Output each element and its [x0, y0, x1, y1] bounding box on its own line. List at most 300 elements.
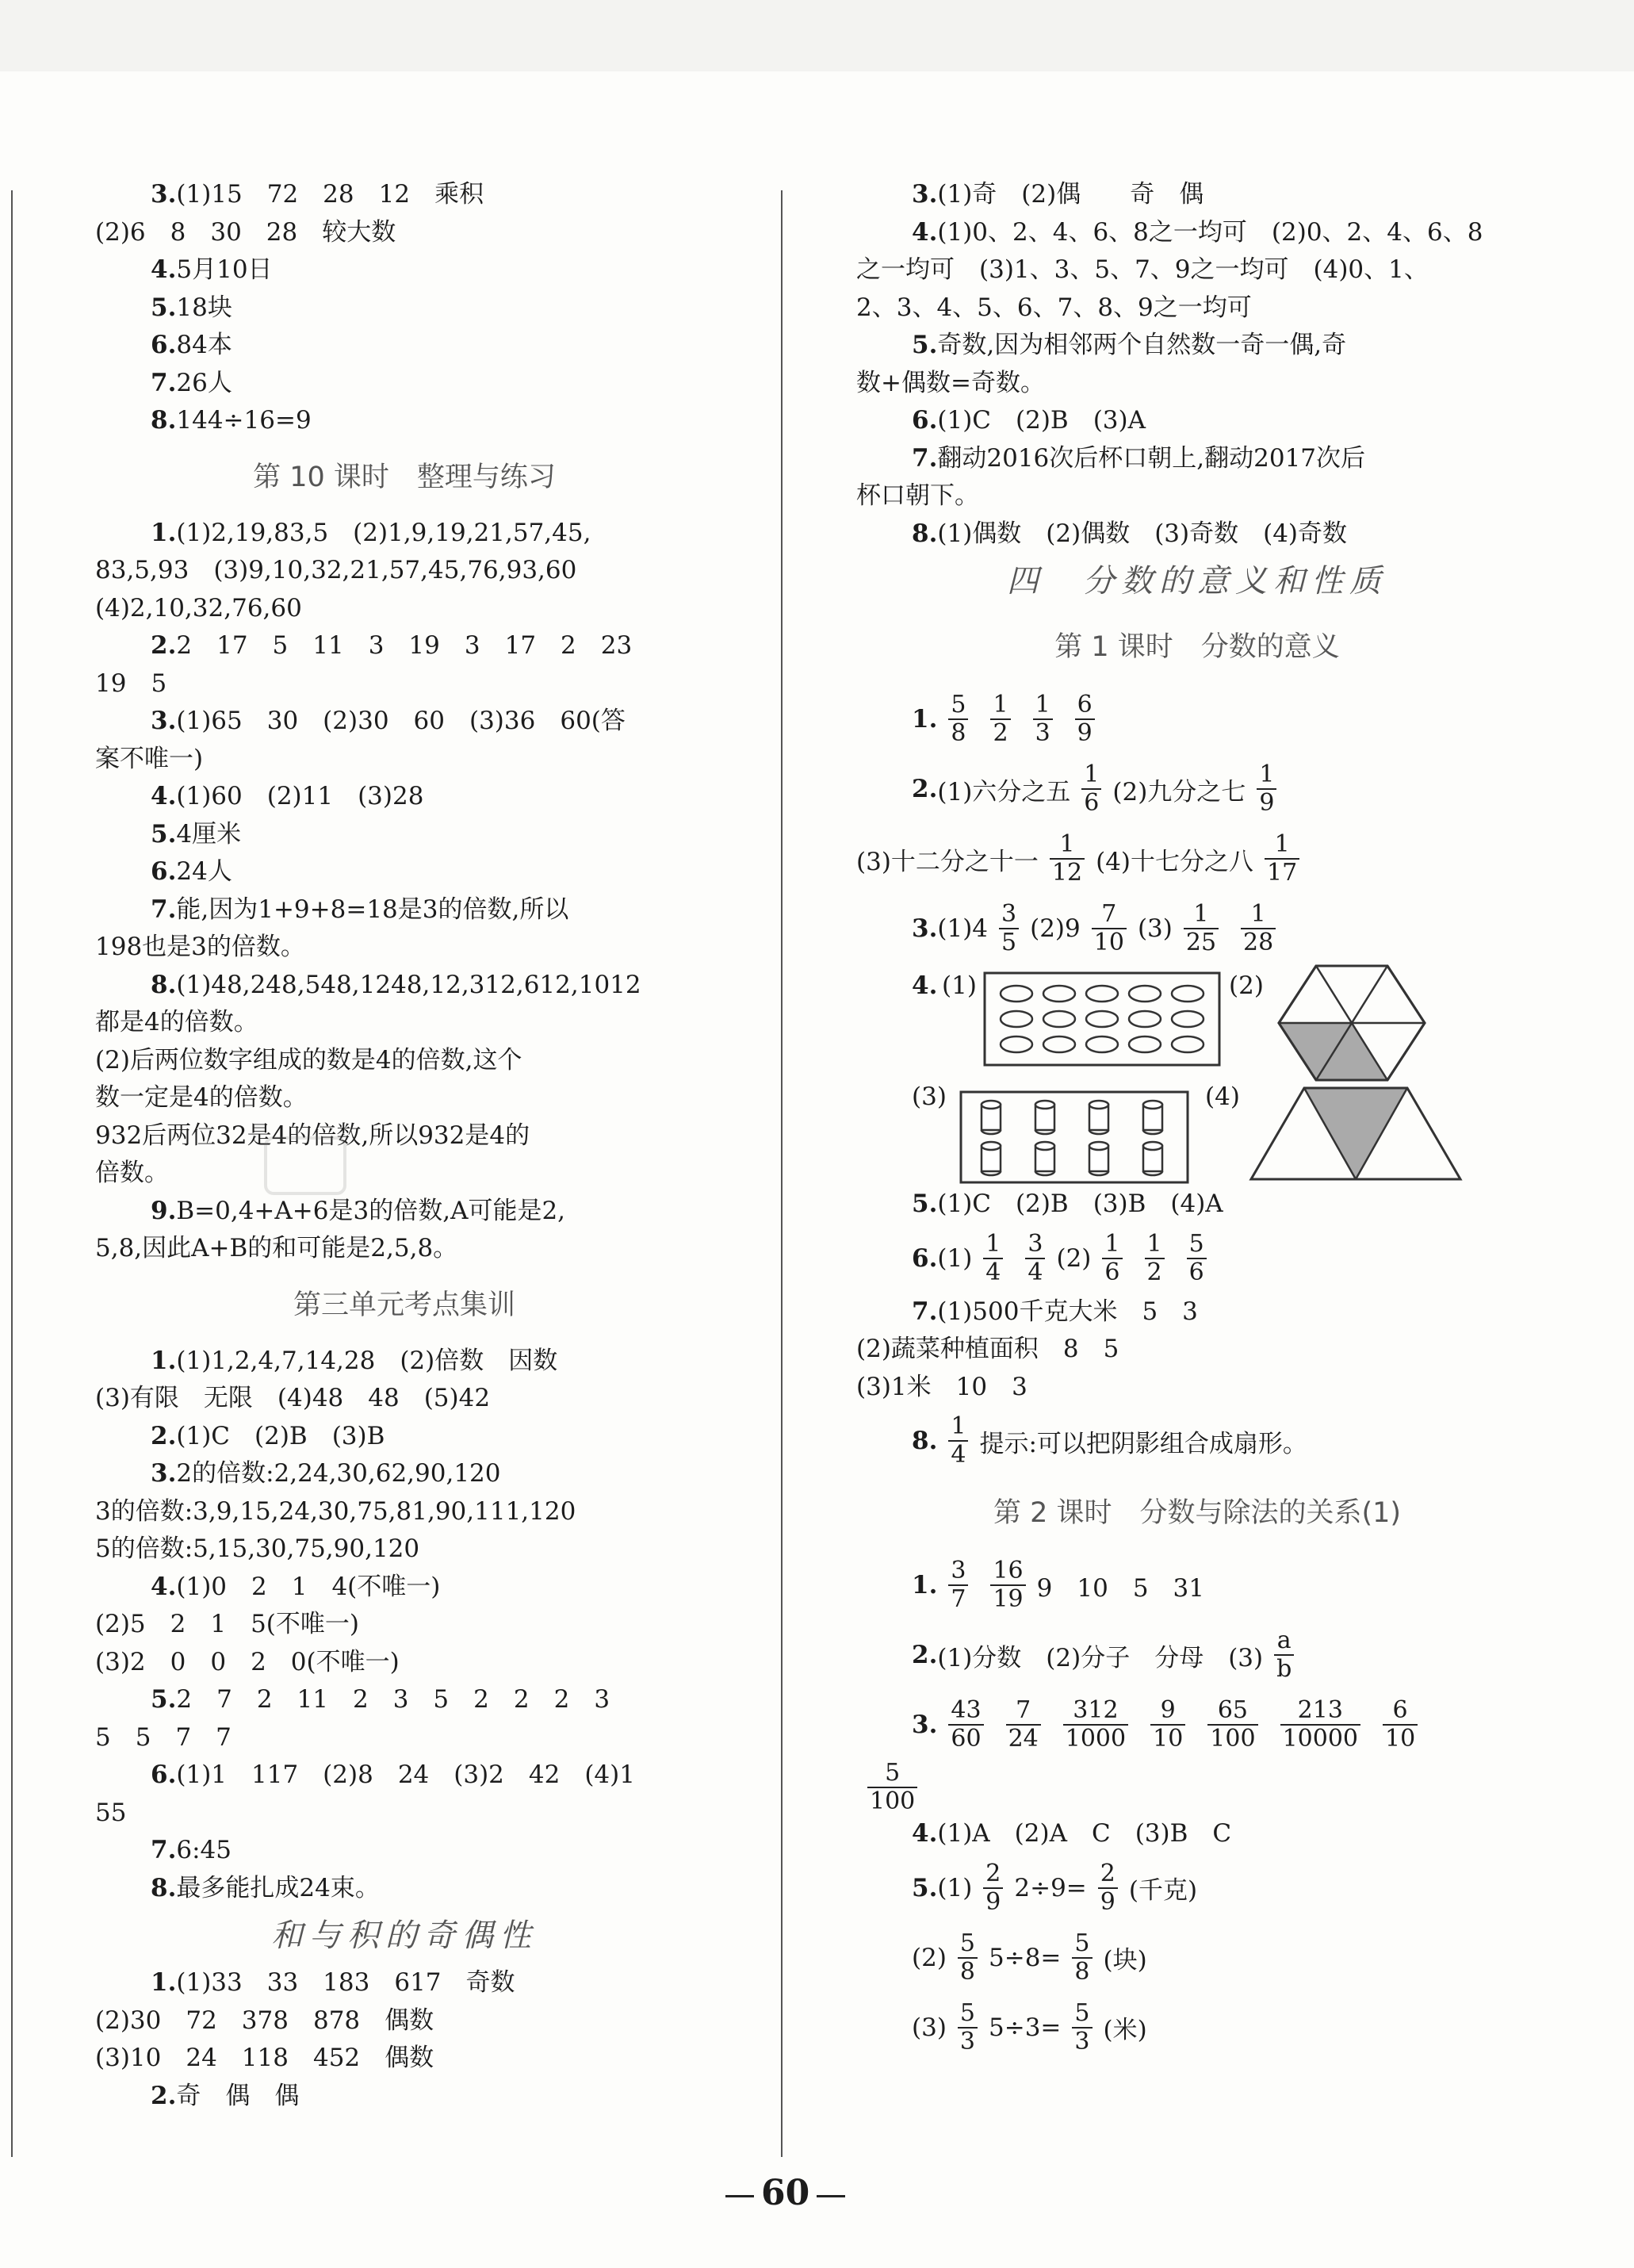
question-number: 2.: [912, 775, 938, 803]
left-c-text: (1)1,2,4,7,14,28 (2)倍数 因数: [176, 1346, 558, 1375]
left-b-text: 83,5,93 (3)9,10,32,21,57,45,76,93,60: [95, 556, 577, 584]
question-number: 3.: [912, 914, 938, 943]
q4-label-2: (2): [1229, 971, 1264, 1000]
fraction-denominator: 6: [1187, 1258, 1207, 1286]
answer-r3-cont: [856, 1760, 1538, 1815]
page-number-dash-right: [817, 2195, 845, 2197]
cylinder-shape: [1035, 1101, 1054, 1134]
left-c-number: 8.: [151, 1873, 177, 1902]
answer-r5-2: [856, 1923, 1538, 1993]
fraction: [1145, 1231, 1165, 1286]
left-a-text: 18块: [176, 293, 232, 322]
fraction-numerator: 1: [951, 1412, 966, 1440]
fraction: [1092, 901, 1127, 956]
fraction: [1033, 692, 1053, 747]
left-b-text: (2)后两位数字组成的数是4的倍数,这个: [95, 1045, 522, 1075]
left-c-line: [95, 1795, 714, 1833]
answers-block-b: [95, 515, 714, 1268]
fraction: [990, 1557, 1025, 1613]
left-c-line: [95, 1455, 714, 1493]
page-number-dash-left: [725, 2195, 754, 2197]
left-c-number: 6.: [151, 1760, 177, 1789]
right-a-line: [856, 440, 1538, 478]
right-a-text: 杯口朝下。: [856, 481, 979, 510]
unit-title-parity: 和与积的奇偶性: [271, 1917, 538, 1954]
fraction-numerator: 7: [1101, 900, 1117, 928]
answer-q7-line2: (2)蔬菜种植面积 8 5: [856, 1335, 1119, 1363]
fraction-denominator: 100: [1207, 1724, 1257, 1753]
fraction-denominator: 10: [1383, 1724, 1418, 1753]
cylinder-shape: [982, 1101, 1001, 1134]
question-number: 8.: [912, 1427, 938, 1455]
oval-shape: [1001, 986, 1032, 1002]
left-c-number: 5.: [151, 1685, 177, 1714]
left-b-line: [95, 703, 714, 741]
right-a-text: (1)偶数 (2)偶数 (3)奇数 (4)奇数: [937, 519, 1348, 548]
left-d-line: [95, 1964, 714, 2002]
right-a-text: 数+偶数=奇数。: [856, 368, 1045, 397]
left-d-text: (3)10 24 118 452 偶数: [95, 2044, 434, 2072]
fraction: [958, 1930, 978, 1986]
left-c-text: (1)0 2 1 4(不唯一): [176, 1572, 441, 1601]
left-b-number: 4.: [151, 782, 177, 810]
fraction-numerator: 1: [1250, 900, 1266, 928]
answer-r5-1: [856, 1853, 1538, 1923]
answer-r2: [856, 1620, 1538, 1690]
left-b-text: (1)60 (2)11 (3)28: [176, 782, 424, 810]
fraction: [958, 2000, 978, 2055]
answer-r5-3: [856, 1993, 1538, 2063]
fraction-denominator: 10000: [1280, 1724, 1360, 1753]
cylinder-shape: [982, 1142, 1001, 1175]
left-a-line: [95, 365, 714, 403]
left-b-text: (1)2,19,83,5 (2)1,9,19,21,57,45,: [176, 518, 591, 547]
left-b-number: 1.: [151, 518, 177, 547]
answer-text: (2)九分之七: [1112, 777, 1246, 806]
fraction: [948, 1697, 983, 1753]
answer-q4-row2: [856, 1082, 1538, 1186]
fraction: [1072, 2000, 1092, 2055]
left-a-line: [95, 214, 714, 252]
left-b-line: [95, 665, 714, 703]
fraction-denominator: 2: [990, 718, 1010, 747]
answer-text: (1): [937, 1873, 973, 1902]
q7-number: 7.: [912, 1297, 938, 1326]
left-b-text: B=0,4+A+6是3的倍数,A可能是2,: [176, 1196, 566, 1225]
left-b-line: [95, 741, 714, 779]
left-b-text: 24人: [176, 857, 232, 886]
left-c-line: [95, 1531, 714, 1569]
oval-shape: [1001, 1036, 1032, 1052]
trapezoid-figure: [1249, 1086, 1463, 1184]
right-a-line: [856, 515, 1538, 554]
answer-text: (1): [937, 1243, 973, 1273]
answer-text: (1)4: [937, 914, 989, 943]
left-c-text: (2)5 2 1 5(不唯一): [95, 1610, 359, 1638]
fraction-numerator: 1: [1104, 1229, 1120, 1258]
right-a-text: (1)奇 (2)偶 奇 偶: [937, 180, 1204, 209]
fraction-numerator: 43: [951, 1696, 982, 1724]
fraction: [1063, 1697, 1128, 1753]
oval-shape: [1172, 1036, 1203, 1052]
left-c-line: [95, 1606, 714, 1644]
answer-q3: [856, 894, 1538, 964]
left-b-line: [95, 967, 714, 1005]
fraction: [1383, 1697, 1418, 1753]
fraction: [1265, 831, 1299, 887]
fraction-numerator: 312: [1073, 1696, 1119, 1724]
left-a-text: 26人: [176, 368, 232, 397]
left-c-line: [95, 1870, 714, 1908]
oval-shape: [1086, 986, 1118, 1002]
left-b-line: [95, 929, 714, 967]
fraction-numerator: 5: [1188, 1229, 1204, 1258]
right-a-line: [856, 251, 1538, 289]
answer-text: (3): [1137, 914, 1173, 943]
q4-label-3: (3): [912, 1082, 947, 1111]
hexagon-figure: [1276, 964, 1427, 1082]
cylinder-shape: [1143, 1101, 1162, 1134]
fraction: [1081, 761, 1101, 817]
left-a-number: 5.: [151, 293, 177, 322]
left-d-line: [95, 2078, 714, 2116]
fraction-numerator: 7: [1016, 1696, 1031, 1724]
fraction-numerator: 1: [1259, 760, 1275, 788]
left-b-text: (4)2,10,32,76,60: [95, 593, 302, 623]
left-c-text: 最多能扎成24束。: [176, 1873, 380, 1902]
left-c-text: 5的倍数:5,15,30,75,90,120: [95, 1534, 420, 1563]
fraction-denominator: 4: [948, 1440, 968, 1469]
r4-number: 4.: [912, 1819, 938, 1848]
left-b-line: [95, 778, 714, 816]
left-a-text: (2)6 8 30 28 较大数: [95, 217, 396, 247]
left-b-text: 198也是3的倍数。: [95, 933, 305, 961]
fraction-numerator: a: [1276, 1626, 1292, 1654]
left-d-number: 1.: [151, 1968, 177, 1997]
cylinder-shape: [1089, 1101, 1108, 1134]
question-number: 3.: [912, 1711, 938, 1739]
left-c-line: [95, 1719, 714, 1757]
answer-q7-line3: (3)1米 10 3: [856, 1372, 1027, 1401]
fraction-numerator: 1: [1035, 691, 1050, 718]
q4-number: 4.: [912, 971, 938, 1000]
left-c-number: 3.: [151, 1459, 177, 1488]
fraction: [1207, 1697, 1257, 1753]
left-b-line: [95, 1230, 714, 1268]
right-a-line: [856, 289, 1538, 328]
fraction-denominator: 10: [1092, 928, 1127, 956]
left-c-line: [95, 1493, 714, 1531]
oval-shape: [1086, 1011, 1118, 1027]
answer-text: (3)十二分之十一: [856, 847, 1039, 876]
answer-q1: [856, 684, 1538, 754]
left-a-line: [95, 251, 714, 289]
right-a-line: [856, 477, 1538, 515]
left-d-text: (1)33 33 183 617 奇数: [176, 1968, 515, 1997]
left-c-text: 6:45: [176, 1836, 232, 1864]
fraction: [1025, 1231, 1045, 1286]
oval-shape: [1129, 1011, 1161, 1027]
section-title-unit3-review: 第三单元考点集训: [293, 1289, 515, 1321]
oval-shape: [1001, 1011, 1032, 1027]
page-top-band: [0, 0, 1634, 71]
left-a-text: (1)15 72 28 12 乘积: [176, 180, 484, 209]
fraction-denominator: 10: [1150, 1724, 1185, 1753]
left-b-text: 数一定是4的倍数。: [95, 1083, 308, 1112]
left-b-text: 4厘米: [176, 819, 242, 849]
fraction-numerator: 1: [1193, 900, 1209, 928]
answer-text: (1)分数 (2)分子 分母 (3): [937, 1643, 1264, 1672]
fraction-numerator: 1: [1084, 760, 1100, 788]
oval-shape: [1129, 1036, 1161, 1052]
left-a-number: 3.: [151, 180, 177, 209]
fraction-numerator: 3: [951, 1557, 966, 1584]
answer-r4: [856, 1815, 1538, 1853]
fraction-denominator: 9: [983, 1887, 1003, 1916]
right-a-text: 奇数,因为相邻两个自然数一奇一偶,奇: [937, 331, 1347, 359]
oval-shape: [1172, 1011, 1203, 1027]
fraction-numerator: 1: [1059, 830, 1075, 858]
fraction-denominator: 24: [1006, 1724, 1041, 1753]
q4-label-1: (1): [942, 971, 977, 1000]
answer-q7: [856, 1293, 1538, 1331]
fraction-numerator: 6: [1392, 1696, 1408, 1724]
fraction-denominator: 3: [958, 2027, 978, 2055]
fraction-numerator: 2: [985, 1859, 1001, 1887]
answers-block-parity: [856, 176, 1538, 553]
question-number: 2.: [912, 1641, 938, 1669]
left-c-text: 2的倍数:2,24,30,62,90,120: [176, 1459, 501, 1488]
fraction-numerator: 5: [959, 1929, 976, 1957]
fraction-numerator: 3: [1027, 1229, 1043, 1258]
fraction-denominator: 4: [983, 1258, 1003, 1286]
right-a-text: 之一均可 (3)1、3、5、7、9之一均可 (4)0、1、: [856, 255, 1429, 284]
oval-shape: [1043, 986, 1075, 1002]
left-a-text: 84本: [176, 331, 232, 359]
left-a-text: 144÷16=9: [176, 406, 312, 435]
answer-text: 9 10 5 31: [1036, 1573, 1204, 1603]
left-a-line: [95, 402, 714, 440]
question-number: 1.: [912, 705, 938, 734]
fraction-denominator: 19: [990, 1584, 1025, 1613]
answers-block-c: [95, 1343, 714, 1908]
left-c-line: [95, 1644, 714, 1682]
fraction-denominator: b: [1274, 1654, 1294, 1683]
fraction-numerator: 1: [1274, 830, 1290, 858]
answer-q5: [856, 1186, 1538, 1224]
left-c-text: 2 7 2 11 2 3 5 2 2 2 3: [176, 1685, 610, 1714]
fraction-numerator: 16: [993, 1557, 1024, 1584]
left-b-line: [95, 590, 714, 628]
right-a-text: 2、3、4、5、6、7、8、9之一均可: [856, 293, 1252, 322]
fraction-denominator: 4: [1025, 1258, 1045, 1286]
right-a-number: 4.: [912, 217, 938, 247]
oval-shape: [1043, 1011, 1075, 1027]
left-a-number: 7.: [151, 368, 177, 397]
right-a-line: [856, 214, 1538, 252]
fraction-numerator: 5: [951, 691, 966, 718]
left-c-text: 3的倍数:3,9,15,24,30,75,81,90,111,120: [95, 1496, 576, 1526]
q7-line1: (1)500千克大米 5 3: [937, 1297, 1198, 1326]
fraction: [1187, 1231, 1207, 1286]
fraction-numerator: 9: [1160, 1696, 1176, 1724]
left-b-line: [95, 853, 714, 891]
left-b-number: 3.: [151, 707, 177, 735]
fraction-numerator: 1: [993, 691, 1008, 718]
fraction-denominator: 12: [1050, 858, 1085, 887]
left-c-number: 2.: [151, 1421, 177, 1450]
fraction: [1184, 901, 1219, 956]
question-number: 5.: [912, 1873, 938, 1902]
fraction-numerator: 65: [1217, 1696, 1249, 1724]
fraction-numerator: 5: [959, 1998, 976, 2027]
fraction: [867, 1760, 917, 1815]
right-a-text: (1)C (2)B (3)A: [937, 406, 1146, 435]
section-title-lesson1: 第 1 课时 分数的意义: [1054, 631, 1340, 663]
left-a-number: 6.: [151, 331, 177, 359]
right-column: [856, 176, 1538, 2063]
left-b-text: 2 17 5 11 3 19 3 17 2 23: [176, 631, 633, 660]
left-b-line: [95, 1079, 714, 1117]
answer-text: (千克): [1128, 1876, 1198, 1905]
left-column: [95, 176, 714, 2115]
answer-text: (4)十七分之八: [1096, 847, 1254, 876]
answer-q2: [856, 754, 1538, 824]
left-b-number: 9.: [151, 1196, 177, 1225]
left-b-number: 8.: [151, 970, 177, 999]
fraction-denominator: 8: [948, 718, 968, 747]
left-c-line: [95, 1757, 714, 1795]
q5-text: (1)C (2)B (3)B (4)A: [937, 1190, 1223, 1218]
fraction-denominator: 3: [1033, 718, 1053, 747]
right-a-line: [856, 402, 1538, 440]
page-number: 60: [761, 2173, 810, 2213]
answer-q4-row1: [856, 964, 1538, 1082]
fraction-numerator: 5: [1074, 1998, 1090, 2027]
left-d-line: [95, 2040, 714, 2078]
left-c-text: 55: [95, 1798, 127, 1827]
fraction: [1280, 1697, 1360, 1753]
fraction-numerator: 6: [1077, 691, 1093, 718]
answer-text: (2): [1056, 1243, 1092, 1273]
fraction: [999, 901, 1019, 956]
fraction: [990, 692, 1010, 747]
hint-text: 提示:可以把阴影组合成扇形。: [979, 1429, 1307, 1458]
right-a-number: 7.: [912, 443, 938, 473]
fraction-numerator: 5: [1074, 1929, 1090, 1957]
right-a-line: [856, 365, 1538, 403]
fraction: [1241, 901, 1276, 956]
left-b-text: (1)65 30 (2)30 60 (3)36 60(答: [176, 707, 626, 735]
left-b-text: 倍数。: [95, 1159, 169, 1187]
oval-shape: [1172, 986, 1203, 1002]
r4-text: (1)A (2)A C (3)B C: [937, 1819, 1232, 1848]
left-b-text: 案不唯一): [95, 744, 204, 773]
fraction: [983, 1231, 1003, 1286]
cylinder-shape: [1035, 1142, 1054, 1175]
fraction: [1102, 1231, 1122, 1286]
fraction-denominator: 8: [1072, 1957, 1092, 1986]
left-c-number: 1.: [151, 1346, 177, 1375]
ovals-figure: [983, 971, 1221, 1067]
left-b-line: [95, 816, 714, 854]
left-b-line: [95, 891, 714, 929]
fraction: [983, 1860, 1003, 1916]
answer-text: 5÷3=: [989, 2013, 1062, 2042]
left-b-line: [95, 1193, 714, 1231]
left-c-text: (1)1 117 (2)8 24 (3)2 42 (4)1: [176, 1760, 635, 1789]
fraction-denominator: 28: [1241, 928, 1276, 956]
right-a-number: 6.: [912, 406, 938, 435]
right-a-text: 翻动2016次后杯口朝上,翻动2017次后: [937, 443, 1366, 473]
left-c-line: [95, 1832, 714, 1870]
left-c-line: [95, 1343, 714, 1381]
fraction-numerator: 213: [1297, 1696, 1343, 1724]
left-c-line: [95, 1569, 714, 1607]
left-c-line: [95, 1380, 714, 1418]
q5-number: 5.: [912, 1190, 938, 1218]
fraction: [1075, 692, 1095, 747]
fraction-denominator: 6: [1081, 788, 1101, 817]
right-a-text: (1)0、2、4、6、8之一均可 (2)0、2、4、6、8: [937, 217, 1483, 247]
fraction-denominator: 25: [1184, 928, 1219, 956]
fraction: [1072, 1930, 1092, 1986]
left-b-line: [95, 515, 714, 553]
fraction: [948, 1557, 968, 1613]
fraction-numerator: 1: [985, 1229, 1001, 1258]
column-divider: [781, 190, 783, 2157]
fraction: [1050, 831, 1085, 887]
answer-text: (1)六分之五: [937, 777, 1071, 806]
answer-text: (块): [1103, 1946, 1147, 1975]
cylinder-shape: [1089, 1142, 1108, 1175]
answer-q8: [856, 1406, 1538, 1476]
left-a-number: 8.: [151, 406, 177, 435]
left-c-number: 7.: [151, 1836, 177, 1864]
right-a-number: 5.: [912, 331, 938, 359]
left-b-text: 能,因为1+9+8=18是3的倍数,所以: [176, 895, 569, 924]
watermark-stamp: [262, 1134, 349, 1197]
fraction-denominator: 8: [958, 1957, 978, 1986]
left-c-text: 5 5 7 7: [95, 1722, 232, 1752]
left-b-line: [95, 552, 714, 590]
fraction: [948, 1413, 968, 1469]
answers-block-d: [95, 1964, 714, 2115]
left-b-text: 932后两位32是4的倍数,所以932是4的: [95, 1121, 530, 1150]
oval-shape: [1043, 1036, 1075, 1052]
answer-text: (米): [1103, 2016, 1147, 2044]
left-b-number: 2.: [151, 631, 177, 660]
left-a-line: [95, 176, 714, 214]
answer-text: (2): [912, 1943, 947, 1972]
left-b-line: [95, 1004, 714, 1042]
fraction-denominator: 17: [1265, 858, 1299, 887]
left-c-line: [95, 1681, 714, 1719]
answer-q2-cont: [856, 824, 1538, 894]
left-b-text: 5,8,因此A+B的和可能是2,5,8。: [95, 1234, 458, 1262]
fraction-denominator: 6: [1102, 1258, 1122, 1286]
fraction-numerator: 3: [1001, 900, 1017, 928]
left-a-line: [95, 289, 714, 328]
right-a-line: [856, 176, 1538, 214]
answer-text: 2÷9=: [1014, 1873, 1087, 1902]
fraction-denominator: 1000: [1063, 1724, 1128, 1753]
answer-r1: [856, 1550, 1538, 1620]
question-number: 6.: [912, 1243, 938, 1273]
right-a-number: 3.: [912, 180, 938, 209]
fraction: [1098, 1860, 1118, 1916]
answer-text: 5÷8=: [989, 1943, 1062, 1972]
